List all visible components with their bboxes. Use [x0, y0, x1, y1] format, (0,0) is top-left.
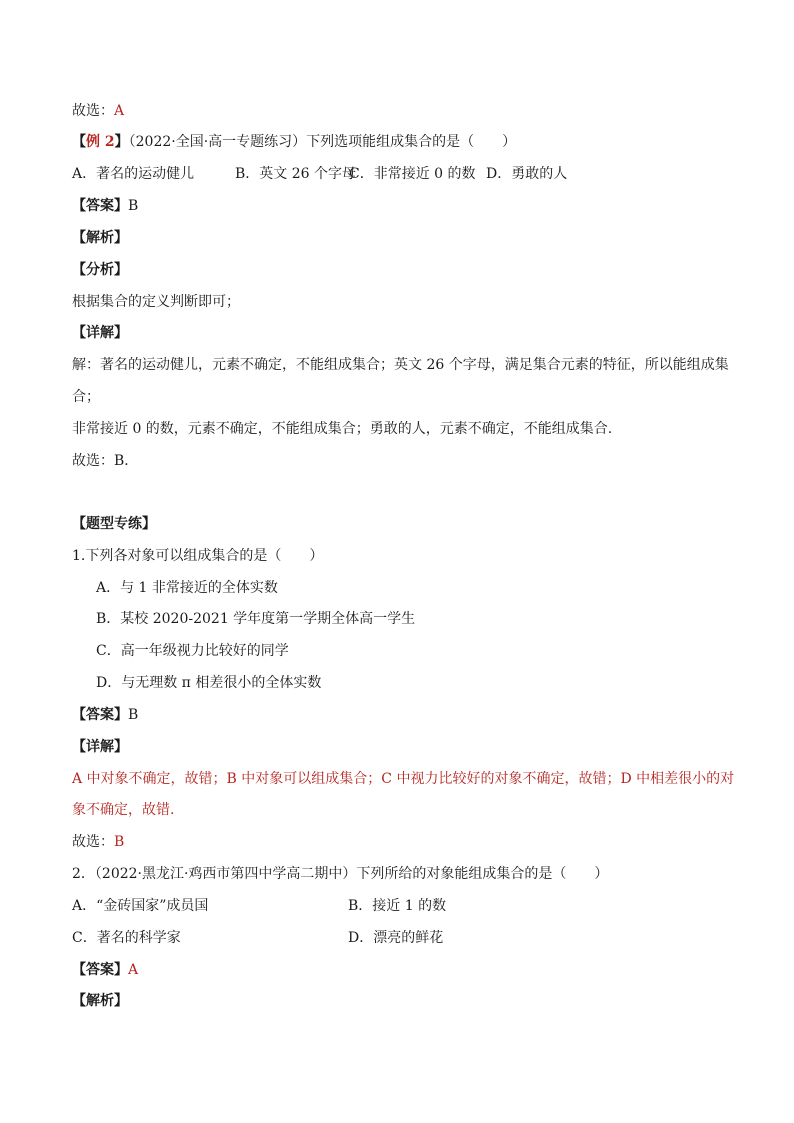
q1-answer-value: B: [128, 707, 139, 723]
q2-options-row2: [72, 928, 443, 948]
q2-answer-tag: 【答案】: [72, 962, 128, 978]
example2-fenxi-text: 根据集合的定义判断即可；: [72, 294, 240, 310]
q2-option-d: D．漂亮的鲜花: [348, 930, 444, 946]
example2-fenxi-tag: 【分析】: [72, 262, 128, 278]
q2-stem: 2．（2022·黑龙江·鸡西市第四中学高二期中）下列所给的对象能组成集合的是（ ）: [72, 866, 609, 882]
example2-source: （2022·全国·高一专题练习）: [128, 134, 307, 150]
example2-answer: [72, 196, 138, 216]
example2-bracket-close: 】: [114, 134, 129, 150]
q2-option-b: B．接近 1 的数: [348, 898, 447, 914]
q1-answer: [72, 705, 138, 725]
q1-detail-tag: 【详解】: [72, 739, 128, 755]
example2-option-c: C．非常接近 0 的数: [349, 166, 476, 182]
example2-question: 下列选项能组成集合的是（ ）: [306, 134, 517, 150]
q1-answer-tag: 【答案】: [72, 707, 128, 723]
q2-answer-value: A: [128, 962, 139, 978]
q1-conclusion-label: 故选：: [72, 834, 114, 850]
q2-option-a: A．“金砖国家”成员国: [72, 898, 209, 914]
example2-detail-line1: 解：著名的运动健儿，元素不确定，不能组成集合；英文 26 个字母，满足集合元素的特征，所以能组成集: [72, 357, 729, 373]
practice-header: 【题型专练】: [72, 516, 156, 532]
example2-analysis-tag: 【解析】: [72, 230, 128, 246]
example2-option-d: D．勇敢的人: [486, 166, 568, 182]
prev-conclusion-value: A: [114, 103, 125, 119]
example2-option-a: A．著名的运动健儿: [72, 166, 195, 182]
example2-conclusion: 故选：B．: [72, 453, 139, 469]
example2-detail-line2: 合；: [72, 389, 100, 405]
example2-header: [72, 132, 516, 152]
q2-option-c: C．著名的科学家: [72, 930, 181, 946]
q2-options-row1: [72, 896, 446, 916]
q2-analysis-tag: 【解析】: [72, 993, 128, 1009]
q1-option-a: A．与 1 非常接近的全体实数: [96, 580, 278, 596]
q1-stem: 1.下列各对象可以组成集合的是（ ）: [72, 548, 324, 564]
prev-conclusion: [72, 101, 124, 121]
q1-conclusion-value: B: [114, 834, 125, 850]
q1-option-c: C．高一年级视力比较好的同学: [96, 643, 289, 659]
example2-option-b: B．英文 26 个字母: [235, 166, 357, 182]
example2-answer-tag: 【答案】: [72, 198, 128, 214]
q1-option-b: B．某校 2020-2021 学年度第一学期全体高一学生: [96, 611, 416, 627]
q1-conclusion: [72, 832, 124, 852]
example2-options: [72, 164, 567, 184]
example2-tag: 例 2: [86, 134, 115, 150]
example2-detail-line3: 非常接近 0 的数，元素不确定，不能组成集合；勇敢的人，元素不确定，不能组成集合.: [72, 421, 613, 437]
q1-detail-line2: 象不确定，故错.: [72, 802, 175, 818]
q2-answer: [72, 960, 138, 980]
example2-detail-tag: 【详解】: [72, 325, 128, 341]
q1-option-d: D．与无理数 π 相差很小的全体实数: [96, 675, 322, 691]
example2-answer-value: B: [128, 198, 139, 214]
prev-conclusion-label: 故选：: [72, 103, 114, 119]
q1-detail-line1: A 中对象不确定，故错；B 中对象可以组成集合；C 中视力比较好的对象不确定，故错；D 中相差很小的对: [72, 771, 735, 787]
example2-bracket-open: 【: [72, 134, 86, 150]
